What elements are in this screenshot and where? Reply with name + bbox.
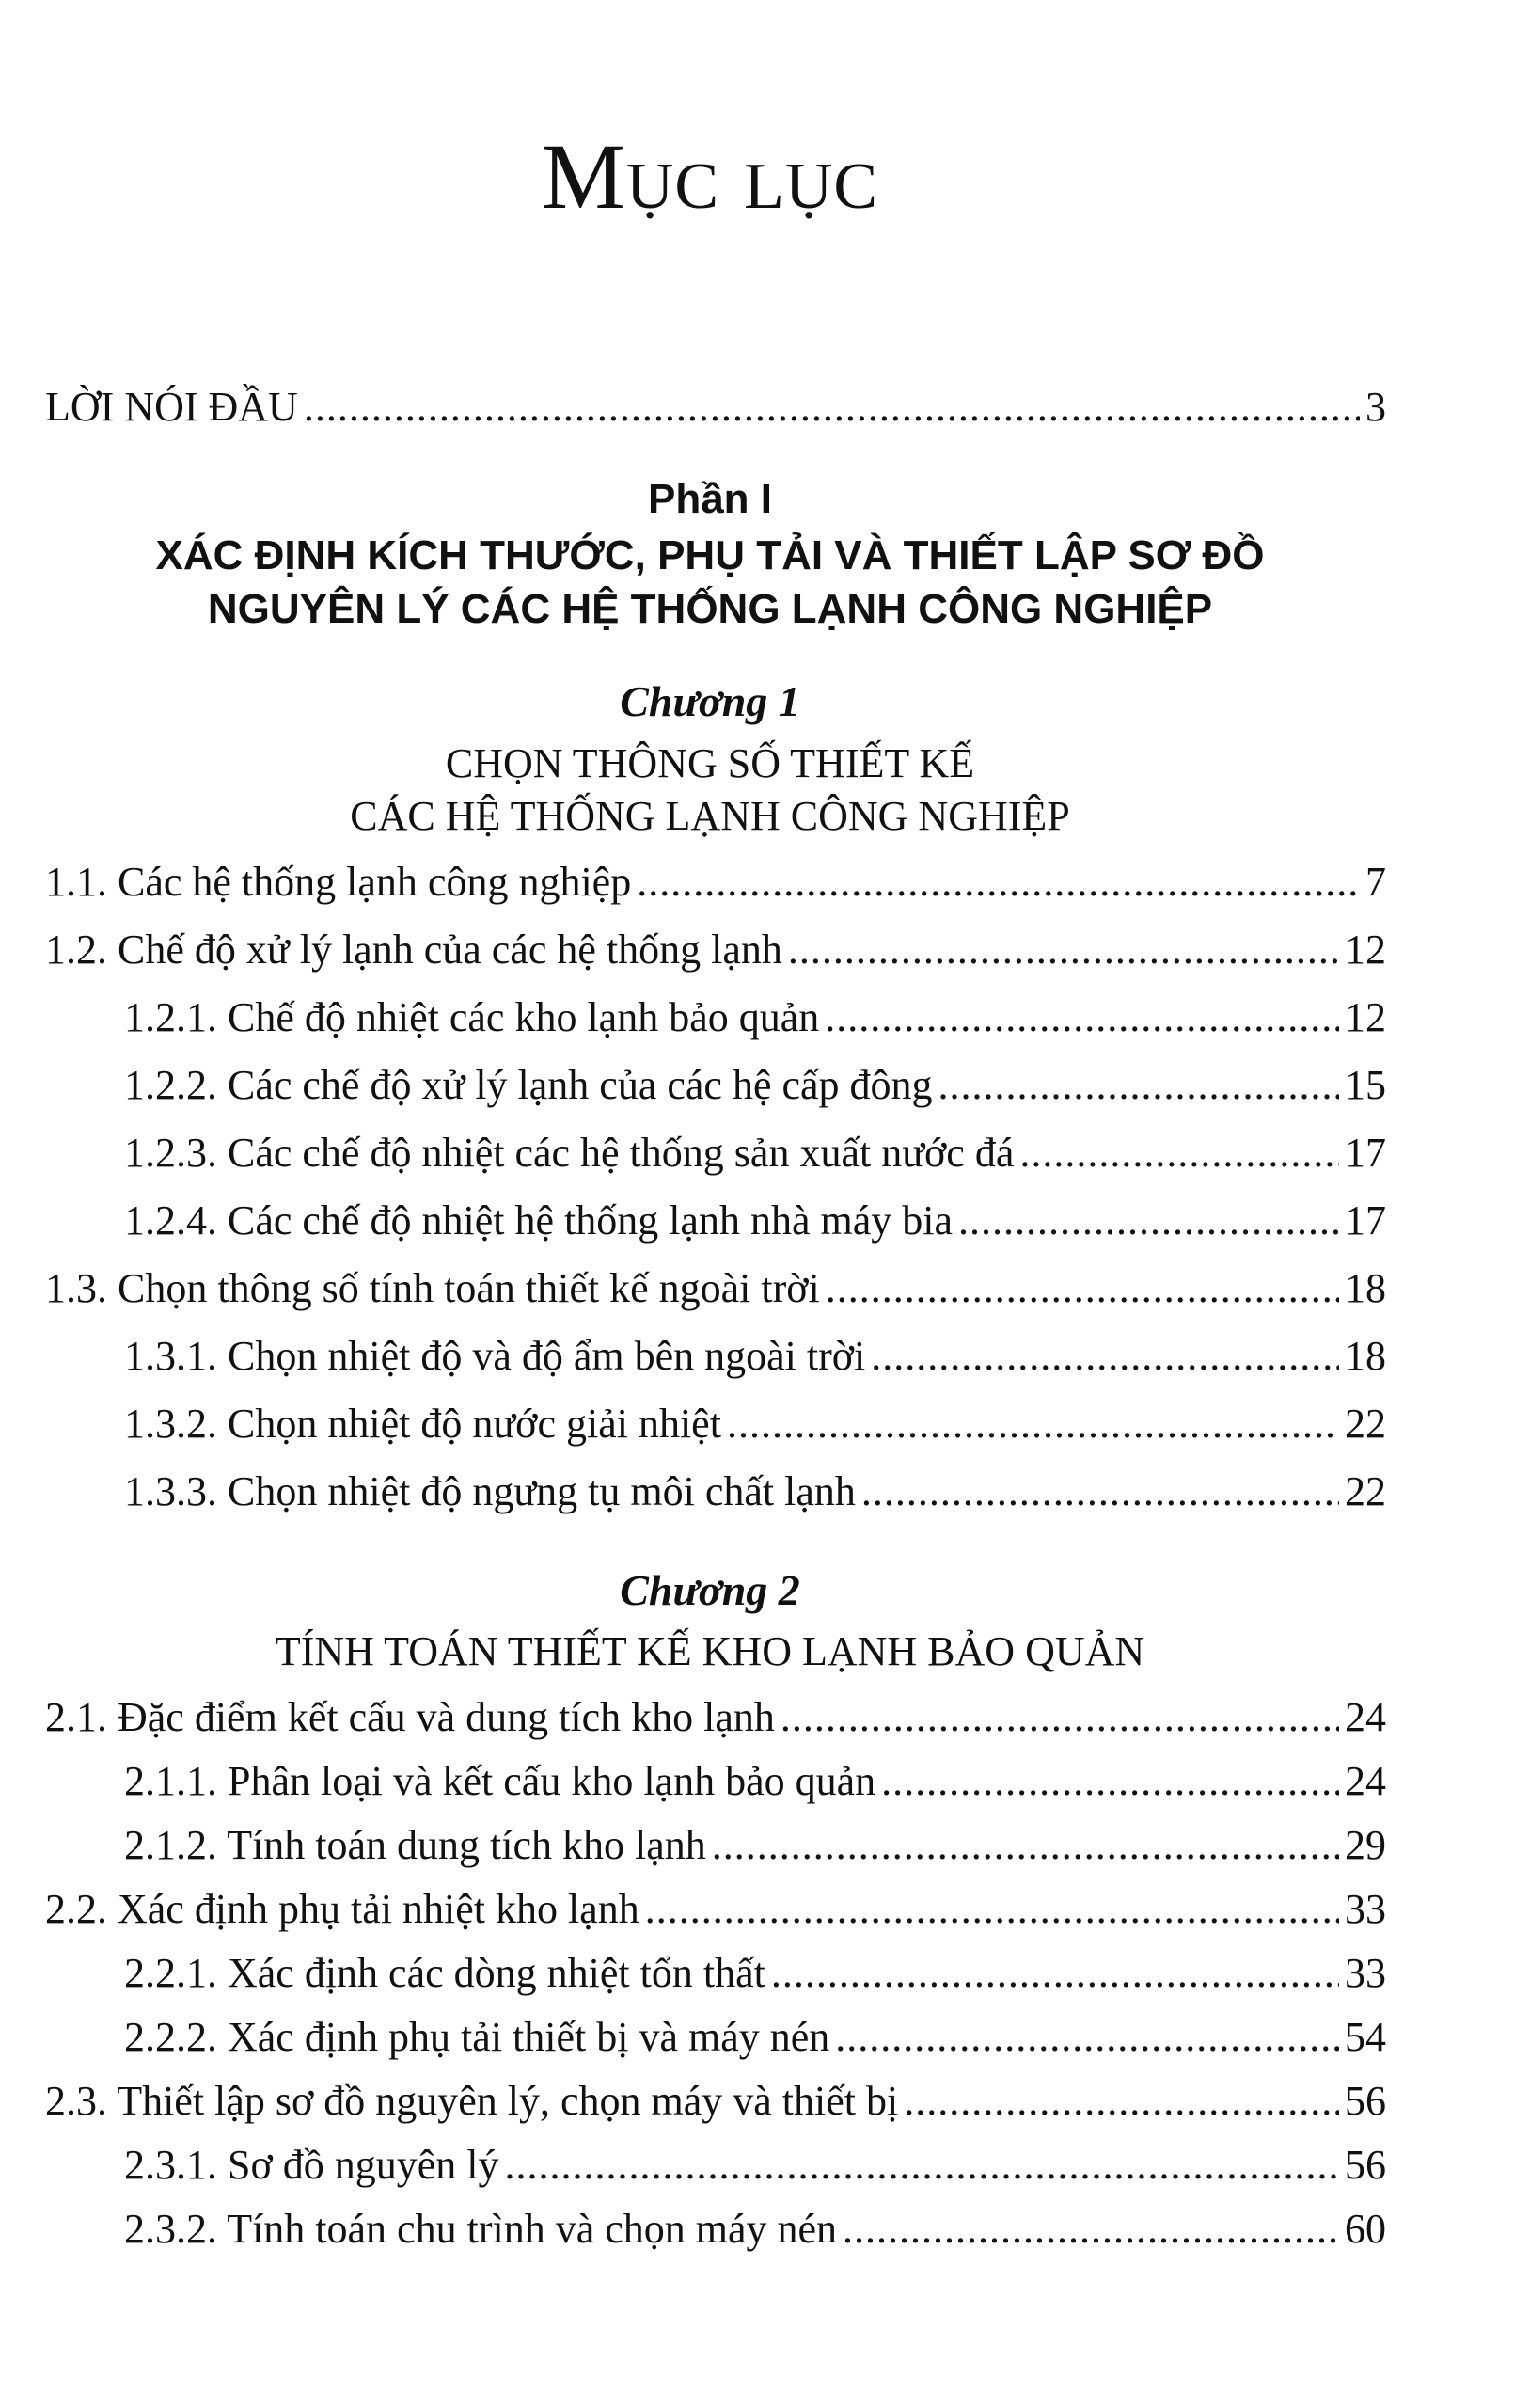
toc-entry-page: 33 — [1345, 1950, 1386, 1996]
toc-entry-page: 54 — [1345, 2014, 1386, 2060]
dot-leader — [861, 1465, 1339, 1518]
toc-entry-label: 1.2.3. Các chế độ nhiệt các hệ thống sản xuất nước đá — [124, 1130, 1015, 1176]
toc-entry-label: 1.2.1. Chế độ nhiệt các kho lạnh bảo quản — [124, 994, 820, 1040]
chapter-2-label: Chương 2 — [620, 1566, 800, 1614]
dot-leader — [958, 1195, 1339, 1247]
dot-leader — [835, 2011, 1339, 2064]
dot-leader — [788, 924, 1339, 976]
toc-entry-page: 22 — [1345, 1401, 1386, 1447]
toc-entry[interactable] — [45, 1883, 1386, 1936]
toc-entry-page: 18 — [1345, 1333, 1386, 1379]
part-title-line-2: NGUYÊN LÝ CÁC HỆ THỐNG LẠNH CÔNG NGHIỆP — [207, 586, 1213, 632]
toc-subentry[interactable] — [124, 1398, 1386, 1450]
toc-entry-page: 22 — [1345, 1468, 1386, 1514]
toc-entry-label: 2.3.2. Tính toán chu trình và chọn máy nén — [124, 2206, 838, 2252]
toc-entry-page: 17 — [1345, 1130, 1386, 1176]
toc-subentry[interactable] — [124, 1127, 1386, 1180]
toc-subentry[interactable] — [124, 1330, 1386, 1383]
chapter-2-title-line-1: TÍNH TOÁN THIẾT KẾ KHO LẠNH BẢO QUẢN — [275, 1628, 1145, 1674]
chapter-1-label: Chương 1 — [620, 677, 800, 725]
dot-leader — [304, 381, 1360, 434]
toc-entry-label: 1.3.3. Chọn nhiệt độ ngưng tụ môi chất lạnh — [124, 1468, 856, 1514]
toc-entry-page: 12 — [1345, 927, 1386, 973]
toc-entry-label: 2.2. Xác định phụ tải nhiệt kho lạnh — [45, 1886, 639, 1932]
toc-entry-label: 1.2.4. Các chế độ nhiệt hệ thống lạnh nhà máy bia — [124, 1197, 953, 1244]
dot-leader — [781, 1691, 1339, 1744]
toc-entry[interactable] — [45, 856, 1386, 909]
dot-leader — [826, 1262, 1339, 1315]
toc-entry-label: 1.2. Chế độ xử lý lạnh của các hệ thống lạnh — [45, 927, 782, 973]
toc-entry-label: 2.3.1. Sơ đồ nguyên lý — [124, 2142, 499, 2188]
toc-entry-page: 15 — [1345, 1062, 1386, 1108]
dot-leader — [843, 2203, 1339, 2256]
toc-subentry[interactable] — [124, 1819, 1386, 1872]
toc-subentry[interactable] — [124, 1755, 1386, 1808]
toc-entry-page: 60 — [1345, 2206, 1386, 2252]
toc-subentry[interactable] — [124, 2139, 1386, 2192]
toc-entry-page: 3 — [1365, 384, 1386, 430]
dot-leader — [871, 1330, 1339, 1383]
dot-leader — [712, 1819, 1339, 1872]
chapter-1-title-line-1: CHỌN THÔNG SỐ THIẾT KẾ — [445, 740, 975, 786]
dot-leader — [825, 991, 1339, 1044]
toc-subentry[interactable] — [124, 991, 1386, 1044]
dot-leader — [771, 1947, 1339, 2000]
toc-entry-label: 1.3. Chọn thông số tính toán thiết kế ngoài trời — [45, 1265, 820, 1311]
dot-leader — [881, 1755, 1339, 1808]
toc-entry-page: 56 — [1345, 2078, 1386, 2124]
toc-entry-page: 17 — [1345, 1197, 1386, 1244]
toc-subentry[interactable] — [124, 2203, 1386, 2256]
toc-entry-label: 2.3. Thiết lập sơ đồ nguyên lý, chọn máy và thiết bị — [45, 2078, 899, 2124]
toc-entry-label: LỜI NÓI ĐẦU — [45, 384, 298, 430]
chapter-1-title-line-2: CÁC HỆ THỐNG LẠNH CÔNG NGHIỆP — [350, 793, 1070, 839]
toc-entry-label: 2.1.1. Phân loại và kết cấu kho lạnh bảo quản — [124, 1758, 876, 1804]
dot-leader — [727, 1398, 1339, 1450]
dot-leader — [645, 1883, 1339, 1936]
toc-entry-page: 24 — [1345, 1694, 1386, 1740]
toc-entry-label: 1.3.1. Chọn nhiệt độ và độ ẩm bên ngoài trời — [124, 1333, 866, 1379]
toc-entry-page: 33 — [1345, 1886, 1386, 1932]
toc-entry-page: 7 — [1365, 859, 1386, 905]
toc-entry-label: 1.2.2. Các chế độ xử lý lạnh của các hệ cấp đông — [124, 1062, 933, 1108]
dot-leader — [938, 1059, 1339, 1112]
toc-subentry[interactable] — [124, 1947, 1386, 2000]
toc-subentry[interactable] — [124, 2011, 1386, 2064]
toc-subentry[interactable] — [124, 1195, 1386, 1247]
toc-subentry[interactable] — [124, 1059, 1386, 1112]
page-title: Mục lục — [541, 124, 879, 229]
toc-entry-page: 12 — [1345, 994, 1386, 1040]
toc-entry-label: 2.1.2. Tính toán dung tích kho lạnh — [124, 1822, 706, 1868]
toc-entry-label: 2.2.1. Xác định các dòng nhiệt tổn thất — [124, 1950, 765, 1996]
toc-entry-page: 56 — [1345, 2142, 1386, 2188]
toc-entry-page: 18 — [1345, 1265, 1386, 1311]
dot-leader — [637, 856, 1360, 909]
part-title-line-1: XÁC ĐỊNH KÍCH THƯỚC, PHỤ TẢI VÀ THIẾT LẬP SƠ ĐỒ — [155, 532, 1265, 578]
dot-leader — [505, 2139, 1340, 2192]
toc-entry-label: 1.1. Các hệ thống lạnh công nghiệp — [45, 859, 632, 905]
part-label: Phần I — [647, 476, 773, 522]
toc-subentry[interactable] — [124, 1465, 1386, 1518]
dot-leader — [904, 2075, 1339, 2128]
toc-entry-label: 1.3.2. Chọn nhiệt độ nước giải nhiệt — [124, 1401, 721, 1447]
toc-entry[interactable] — [45, 2075, 1386, 2128]
toc-entry[interactable] — [45, 1262, 1386, 1315]
toc-entry-page: 29 — [1345, 1822, 1386, 1868]
toc-entry[interactable] — [45, 924, 1386, 976]
toc-entry-label: 2.2.2. Xác định phụ tải thiết bị và máy nén — [124, 2014, 830, 2060]
toc-entry-preface[interactable] — [45, 381, 1386, 434]
toc-entry-label: 2.1. Đặc điểm kết cấu và dung tích kho lạnh — [45, 1694, 775, 1740]
dot-leader — [1019, 1127, 1339, 1180]
toc-entry-page: 24 — [1345, 1758, 1386, 1804]
toc-entry[interactable] — [45, 1691, 1386, 1744]
